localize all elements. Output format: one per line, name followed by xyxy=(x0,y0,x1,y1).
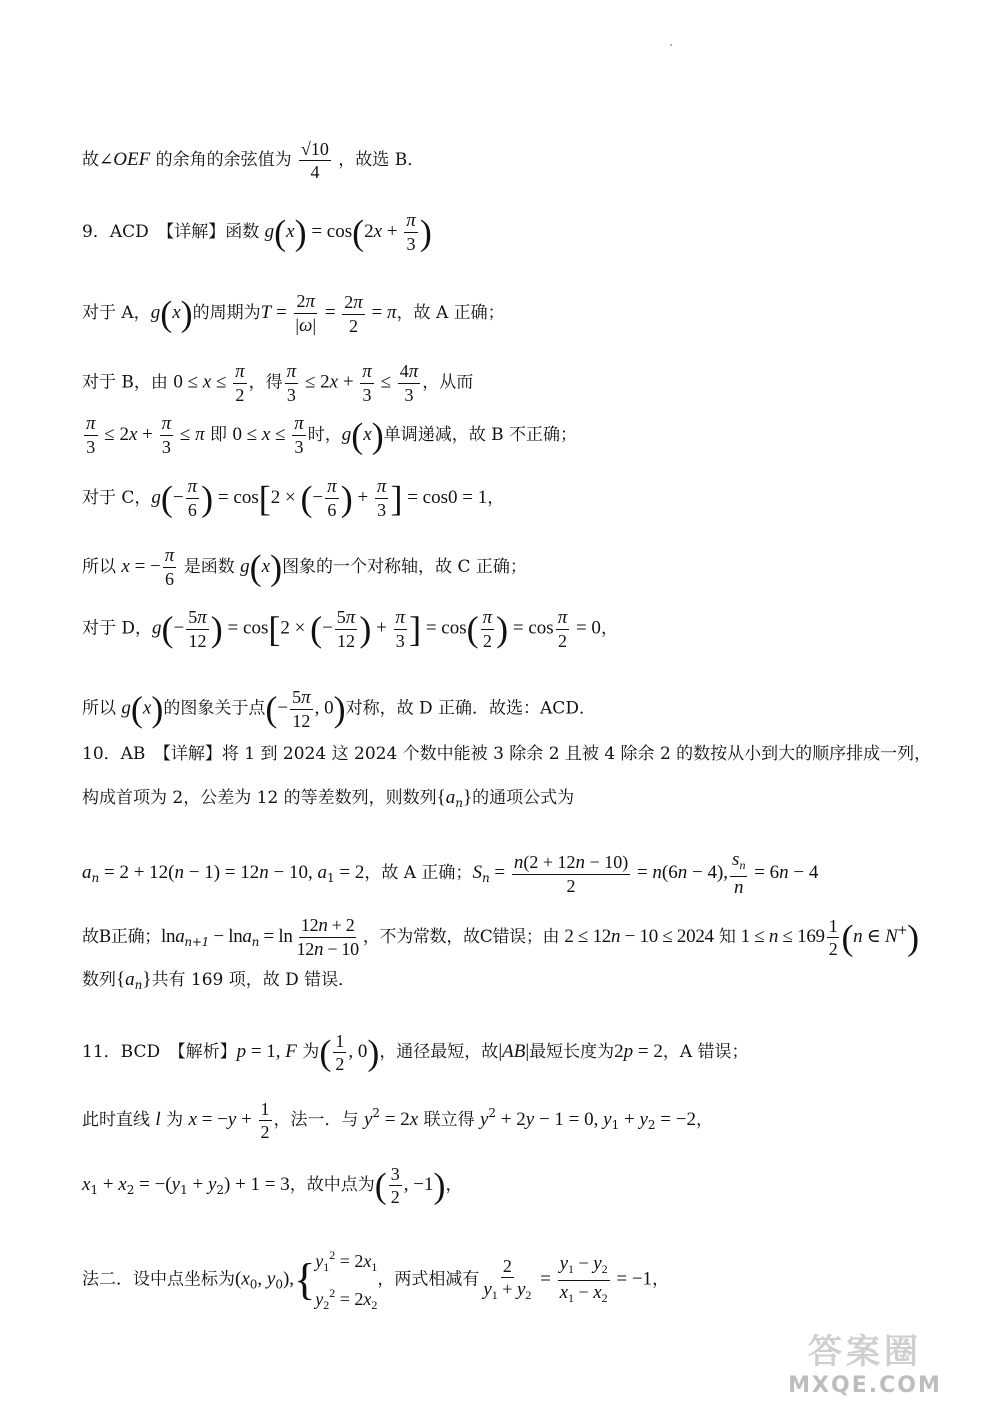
speck xyxy=(670,44,672,46)
watermark-text-bottom: MXQE.COM xyxy=(788,1373,942,1398)
line-15: 11．BCD 【解析】p = 1, F 为( $\frac{1}{2}$ , 0)，通径最短，故|AB|最短长度为2p = 2，A 错误； xyxy=(82,1031,749,1074)
line-18: 法二．设中点坐标为($x_0$, $y_0$),{ $y_1^2 = 2x_1$ $y_2^2 = 2x_2$ ，两式相减有 $\frac{2}{y_1 + y_2}$ = $\frac{y_1 - y_2}{x_1 - x_2}$ = −1， xyxy=(82,1248,670,1312)
line-12: $a_n = 2 + 12(n - 1) = 12n - 10$, $a_1 = 2$，故 A 正确；$S_n$ = $\frac{n(2 + 12n - 10)}{2}$ = n(6n − 4), $\frac{s_n}{n}$ = 6n − 4 xyxy=(82,849,819,898)
line-5: $\frac{\pi}{3}$ ≤ 2x + $\frac{\pi}{3}$ ≤ π 即 0 ≤ x ≤ $\frac{\pi}{3}$ 时，g(x)单调递减，故 B 不正确； xyxy=(86,413,578,457)
line-10: 10．AB 【详解】将 1 到 2024 这 2024 个数中能被 3 除余 2 且被 4 除余 2 的数按从小到大的顺序排成一列， xyxy=(82,744,932,764)
line-14: 数列$\{a_n\}$共有 169 项，故 D 错误． xyxy=(82,969,356,992)
watermark-logo xyxy=(760,1321,970,1401)
line-11: 构成首项为 2，公差为 12 的等差数列，则数列$\{a_n\}$的通项公式为 xyxy=(82,787,575,810)
line-4: 对于 B，由 0 ≤ x ≤ $\frac{\pi}{2}$ ，得 $\frac{\pi}{3}$ ≤ 2x + $\frac{\pi}{3}$ ≤ $\frac{4\pi}{3}$ ，从而 xyxy=(82,360,474,405)
line-8: 对于 D，g(− $\frac{5\pi}{12}$ ) = cos[2 × (− $\frac{5\pi}{12}$ ) + $\frac{\pi}{3}$ ] = cos( $\frac{\pi}{2}$ ) = cos $\frac{\pi}{2}$ = 0， xyxy=(82,606,618,651)
line-16: 此时直线 l 为 x = −y + $\frac{1}{2}$ ，法一．与 $y^2 = 2x$ 联立得 $y^2 + 2y - 1 = 0$, $y_1 + y_2 = -2$， xyxy=(82,1099,713,1142)
line-7: 所以 x = − $\frac{\pi}{6}$ 是函数 g(x)图象的一个对称轴，故 C 正确； xyxy=(82,545,527,589)
line-9: 所以 g(x)的图象关于点(− $\frac{5\pi}{12}$ , 0)对称，故 D 正确．故选：ACD． xyxy=(82,687,596,731)
watermark-text-top: 答案圈 xyxy=(808,1332,922,1372)
line-13: 故B正确；lna$_{n+1}$ − lna$_n$ = ln $\frac{12n + 2}{12n - 10}$ ，不为常数，故C错误；由 2 ≤ 12n − 10 ≤ 2024 知 1 ≤ n ≤ 169 $\frac{1}{2}$ (n ∈ N+) xyxy=(82,915,919,960)
line-1: 故∠OEF 的余角的余弦值为 $\frac{√10}{4}$ ，故选 B． xyxy=(82,139,425,182)
line-3: 对于 A，g(x)的周期为T = $\frac{2\pi}{|\omega|}$ = $\frac{2\pi}{2}$ = π，故 A 正确； xyxy=(82,291,505,336)
line-2: 9．ACD 【详解】函数 g(x) = cos(2x + $\frac{\pi}{3}$ ) xyxy=(82,210,432,254)
line-17: $x_1 + x_2 = -(y_1 + y_2) + 1 = 3$，故中点为( $\frac{3}{2}$ , −1)， xyxy=(82,1164,463,1207)
line-6: 对于 C，g(− $\frac{\pi}{6}$ ) = cos[2 × (− $\frac{\pi}{6}$ ) + $\frac{\pi}{3}$ ] = cos0 = 1， xyxy=(82,476,505,520)
